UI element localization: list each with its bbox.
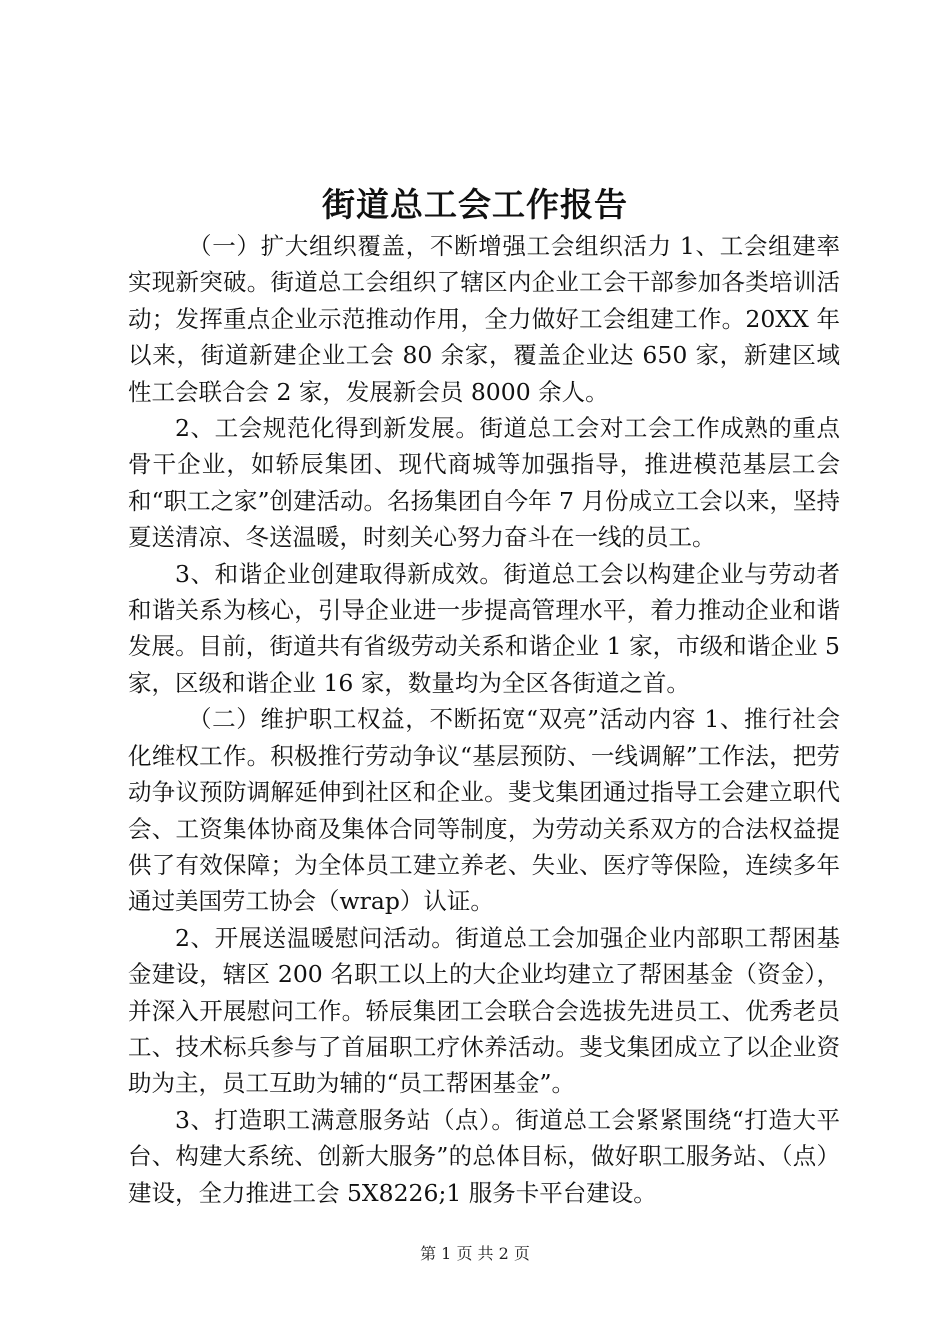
paragraph-1: （一）扩大组织覆盖，不断增强工会组织活力 1、工会组建率实现新突破。街道总工会组织了辖区内企业工会干部参加各类培训活动；发挥重点企业示范推动作用，全力做好工会组建工作。20XX 年以来，街道新建企业工会 80 余家，覆盖企业达 650 家，新建区域性工会联合会 2 家，发展新会员 8000 余人。 xyxy=(128,232,840,406)
paragraph-2: 2、工会规范化得到新发展。街道总工会对工会工作成熟的重点骨干企业，如轿辰集团、现代商城等加强指导，推进模范基层工会和“职工之家”创建活动。名扬集团自今年 7 月份成立工会以来，坚持夏送清凉、冬送温暖，时刻关心努力奋斗在一线的员工。 xyxy=(128,414,840,552)
paragraph-4: （二）维护职工权益，不断拓宽“双亮”活动内容 1、推行社会化维权工作。积极推行劳动争议“基层预防、一线调解”工作法，把劳动争议预防调解延伸到社区和企业。斐戈集团通过指导工会建立职代会、工资集体协商及集体合同等制度，为劳动关系双方的合法权益提供了有效保障；为全体员工建立养老、失业、医疗等保险，连续多年通过美国劳工协会（wrap）认证。 xyxy=(128,705,840,916)
document-body xyxy=(128,228,840,1211)
document-title: 街道总工会工作报告 xyxy=(322,185,628,224)
page-number-footer: 第 1 页 共 2 页 xyxy=(420,1244,530,1263)
paragraph-3: 3、和谐企业创建取得新成效。街道总工会以构建企业与劳动者和谐关系为核心，引导企业进一步提高管理水平，着力推动企业和谐发展。目前，街道共有省级劳动关系和谐企业 1 家，市级和谐企业 5 家，区级和谐企业 16 家，数量均为全区各街道之首。 xyxy=(128,559,840,697)
paragraph-5: 2、开展送温暖慰问活动。街道总工会加强企业内部职工帮困基金建设，辖区 200 名职工以上的大企业均建立了帮困基金（资金），并深入开展慰问工作。轿辰集团工会联合会选拔先进员工、优秀老员工、技术标兵参与了首届职工疗休养活动。斐戈集团成立了以企业资助为主，员工互助为辅的“员工帮困基金”。 xyxy=(128,923,840,1098)
paragraph-6: 3、打造职工满意服务站（点）。街道总工会紧紧围绕“打造大平台、构建大系统、创新大服务”的总体目标，做好职工服务站、（点）建设，全力推进工会 5X8226;1 服务卡平台建设。 xyxy=(128,1105,840,1207)
